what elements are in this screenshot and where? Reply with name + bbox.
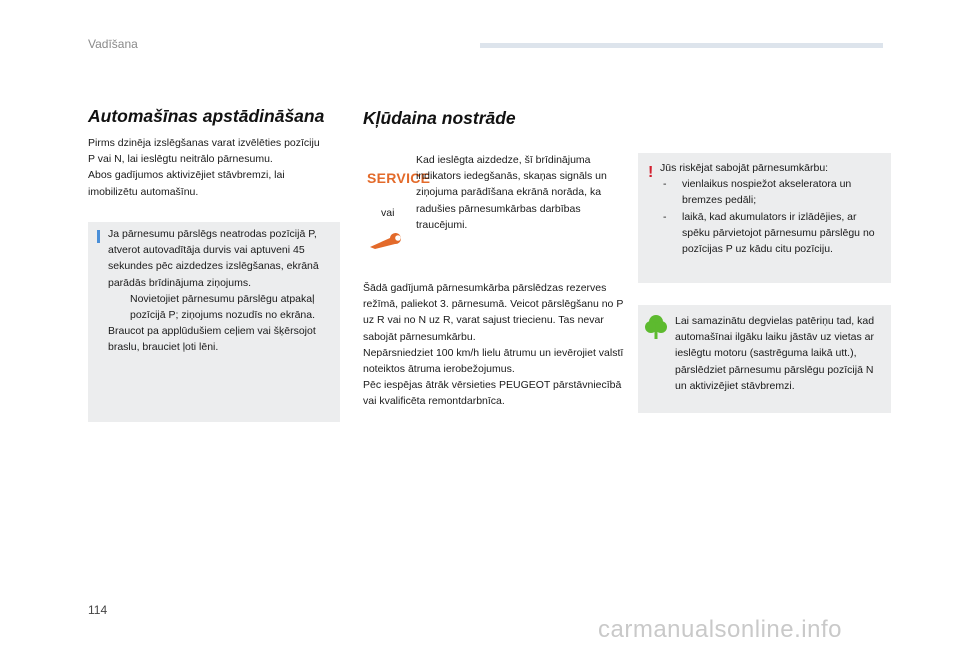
middle-paragraph-2: Nepārsniedziet 100 km/h lielu ātrumu un ievērojiet valstī noteiktos ātruma ierobežojumus. — [363, 346, 624, 376]
left-paragraph-2: Abos gadījumos aktivizējiet stāvbremzi, lai imobilizētu automašīnu. — [88, 169, 285, 198]
warning-intro: Jūs riskējat sabojāt pārnesumkārbu: — [660, 162, 829, 174]
info-box-content — [108, 226, 333, 356]
info-icon — [97, 230, 100, 243]
watermark: carmanualsonline.info — [598, 616, 842, 643]
list-item — [660, 176, 885, 208]
info-text-2: Braucot pa applūdušiem ceļiem vai šķērsojot braslu, brauciet ļoti lēni. — [108, 325, 316, 354]
eco-text: Lai samazinātu degvielas patēriņu tad, kad automašīnai ilgāku laiku jāstāv uz vietas ar ieslēgtu motoru (sastrēguma laikā utt.), pārslēdziet pārnesumu pārslēgu pozīcijā N un aktivizējiet stāvbremzi. — [675, 315, 875, 392]
service-warning-icon: SERVICE — [367, 170, 431, 186]
dash-bullet: - — [663, 210, 667, 223]
middle-title: Kļūdaina nostrāde — [363, 108, 516, 128]
left-title: Automašīnas apstādināšana — [88, 106, 325, 126]
info-bullet-text: Novietojiet pārnesumu pārslēgu atpakaļ pozīcijā P; ziņojums nozudīs no ekrāna. — [130, 292, 316, 322]
left-text — [88, 135, 328, 200]
icon-description-text: Kad ieslēgta aizdedze, šī brīdinājuma indikators iedegšanās, skaņas signāls un ziņojuma parādīšana ekrānā norāda, ka radušies pārnesumkārbas darbības traucējumi. — [416, 154, 607, 231]
list-item — [108, 291, 333, 323]
eco-tree-icon — [645, 314, 667, 345]
warning-item-text: vienlaikus nospiežot akseleratora un bremzes pedāli; — [682, 178, 852, 207]
page-number: 114 — [88, 603, 108, 617]
eco-box-content — [675, 313, 885, 394]
or-label: vai — [381, 207, 395, 219]
warning-box-content — [660, 160, 885, 257]
icon-description — [416, 152, 611, 233]
warning-item-text: laikā, kad akumulators ir izlādējies, ar spēku pārvietojot pārnesumu pārslēgu no pozīcijas P uz kādu citu pozīciju. — [682, 210, 875, 256]
warning-list — [660, 176, 885, 257]
header-bar — [480, 43, 883, 48]
dash-bullet: - — [663, 178, 667, 191]
wrench-icon — [368, 232, 404, 255]
left-paragraph-1: Pirms dzinēja izslēgšanas varat izvēlēties pozīciju P vai N, lai ieslēgtu neitrālo pārnesumu. — [88, 137, 320, 166]
info-bullets — [108, 291, 333, 323]
middle-paragraph-3: Pēc iespējas ātrāk vērsieties PEUGEOT pārstāvniecībā vai kvalificēta remontdarbnīca. — [363, 379, 622, 408]
middle-paragraph-1: Šādā gadījumā pārnesumkārba pārslēdzas rezerves režīmā, paliekot 3. pārnesumā. Veicot pārslēgšanu no P uz R vai no N uz R, varat sajust triecienu. Tas nevar sabojāt pārnesumkārbu. — [363, 282, 624, 343]
warning-icon: ! — [648, 164, 654, 181]
middle-text — [363, 280, 625, 410]
section-title: Vadīšana — [88, 37, 138, 51]
info-text-1: Ja pārnesumu pārslēgs neatrodas pozīcijā P, atverot autovadītāja durvis vai aptuveni 45 sekundes pēc aizdedzes izslēgšanas, ekrānā parādās brīdinājuma ziņojums. — [108, 228, 319, 289]
list-item — [660, 209, 885, 258]
